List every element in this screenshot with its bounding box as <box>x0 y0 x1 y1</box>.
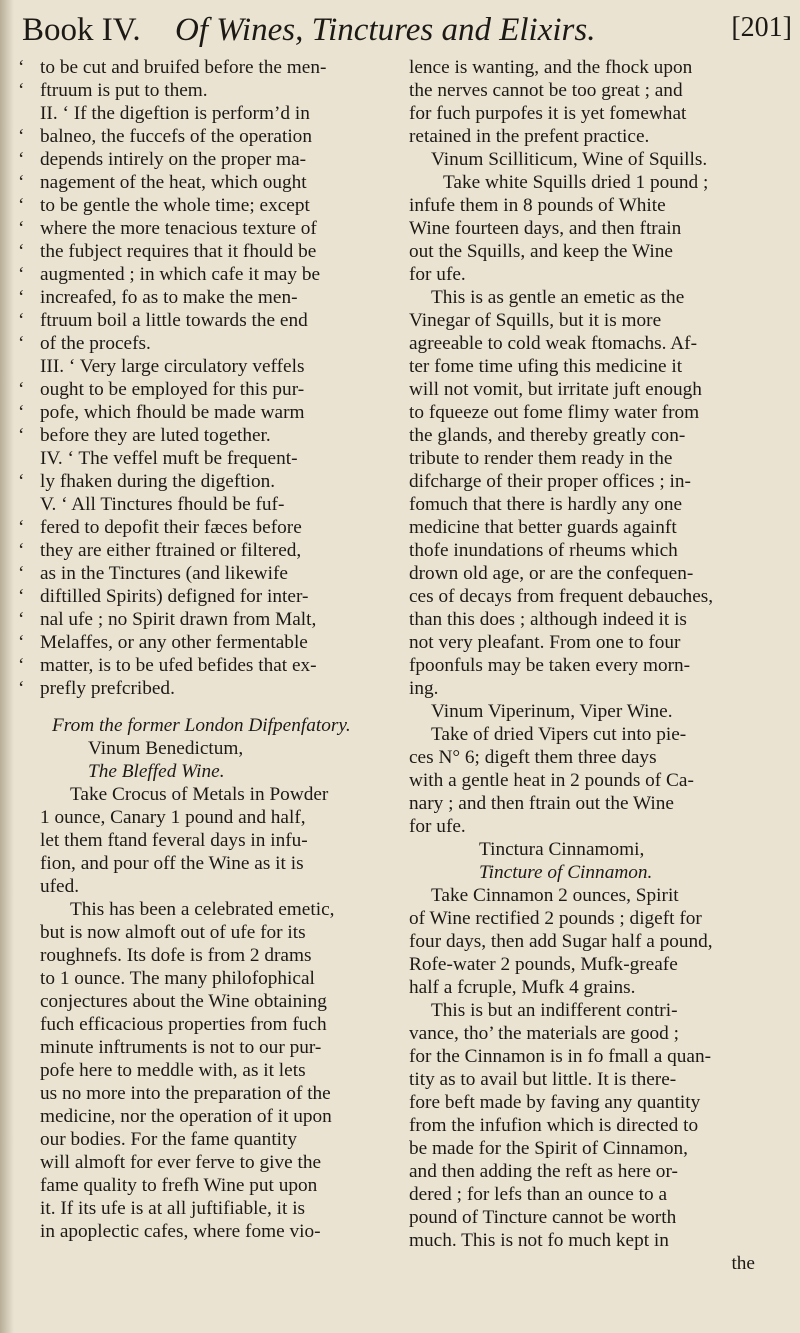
quote-mark: ‘ <box>18 425 25 446</box>
line-text: be made for the Spirit of Cinnamon, <box>409 1138 688 1159</box>
text-line <box>18 967 376 990</box>
text-line <box>409 1068 781 1091</box>
line-text: II. ‘ If the digeftion is perform’d in <box>40 103 310 124</box>
text-line <box>409 884 781 907</box>
line-text: us no more into the preparation of the <box>40 1083 331 1104</box>
line-text: augmented ; in which cafe it may be <box>40 264 321 285</box>
text-line <box>409 999 781 1022</box>
text-line <box>18 806 376 829</box>
quote-mark: ‘ <box>18 379 25 400</box>
text-line <box>409 79 781 102</box>
text-line <box>409 608 781 631</box>
line-text: much. This is not fo much kept in <box>409 1230 669 1251</box>
text-line <box>409 723 781 746</box>
text-line <box>18 714 376 737</box>
quote-mark: ‘ <box>18 218 25 239</box>
text-line <box>409 194 781 217</box>
line-text: not very pleafant. From one to four <box>409 632 681 653</box>
quote-mark: ‘ <box>18 586 25 607</box>
line-text: drown old age, or are the confequen- <box>409 563 694 584</box>
text-line <box>409 1045 781 1068</box>
line-text: nagement of the heat, which ought <box>40 172 307 193</box>
text-line <box>18 875 376 898</box>
line-text: with a gentle heat in 2 pounds of Ca- <box>409 770 694 791</box>
text-line <box>18 447 376 470</box>
line-text: increafed, fo as to make the men- <box>40 287 298 308</box>
text-line <box>18 240 376 263</box>
text-line <box>18 608 376 631</box>
text-line <box>18 378 376 401</box>
line-text: Take Cinnamon 2 ounces, Spirit <box>431 885 679 906</box>
text-line <box>409 240 781 263</box>
line-text: to fqueeze out fome flimy water from <box>409 402 700 423</box>
text-line <box>409 1137 781 1160</box>
line-text: ought to be employed for this pur- <box>40 379 305 400</box>
text-line <box>409 562 781 585</box>
line-text: medicine that better guards againft <box>409 517 677 538</box>
text-line <box>18 760 376 783</box>
line-text: difcharge of their proper offices ; in- <box>409 471 691 492</box>
text-line <box>18 654 376 677</box>
line-text: to 1 ounce. The many philofophical <box>40 968 315 989</box>
line-text: fpoonfuls may be taken every morn- <box>409 655 691 676</box>
text-line <box>18 585 376 608</box>
line-text: Vinum Benedictum, <box>88 738 244 759</box>
text-line <box>18 944 376 967</box>
text-line <box>409 654 781 677</box>
line-text: ftruum is put to them. <box>40 80 208 101</box>
quote-mark: ‘ <box>18 172 25 193</box>
line-text: to be gentle the whole time; except <box>40 195 310 216</box>
text-line <box>409 102 781 125</box>
text-line <box>18 493 376 516</box>
line-text: ing. <box>409 678 439 699</box>
quote-mark: ‘ <box>18 310 25 331</box>
line-text: agreeable to cold weak ftomachs. Af- <box>409 333 698 354</box>
line-text: minute inftruments is not to our pur- <box>40 1037 322 1058</box>
quote-mark: ‘ <box>18 287 25 308</box>
line-text: fame quality to frefh Wine put upon <box>40 1175 318 1196</box>
line-text: nal ufe ; no Spirit drawn from Malt, <box>40 609 317 630</box>
line-text: roughnefs. Its dofe is from 2 drams <box>40 945 312 966</box>
left-column <box>18 56 376 1243</box>
text-line <box>409 355 781 378</box>
page-number: [201] <box>731 12 792 43</box>
text-line <box>18 263 376 286</box>
text-line <box>18 1197 376 1220</box>
quote-mark: ‘ <box>18 402 25 423</box>
text-line <box>18 148 376 171</box>
text-line <box>409 1252 781 1275</box>
line-text: ufed. <box>40 876 80 897</box>
text-line <box>18 79 376 102</box>
line-text: The Bleffed Wine. <box>88 761 225 782</box>
text-line <box>409 148 781 171</box>
text-line <box>409 815 781 838</box>
line-text: the glands, and thereby greatly con- <box>409 425 686 446</box>
text-line <box>409 56 781 79</box>
line-text: Tinctura Cinnamomi, <box>479 839 645 860</box>
line-text: ter fome time ufing this medicine it <box>409 356 683 377</box>
line-text: of the procefs. <box>40 333 151 354</box>
text-line <box>409 585 781 608</box>
text-line <box>409 1206 781 1229</box>
line-text: the fubject requires that it fhould be <box>40 241 317 262</box>
line-text: for ufe. <box>409 816 466 837</box>
line-text: to be cut and bruifed before the men- <box>40 57 327 78</box>
quote-mark: ‘ <box>18 149 25 170</box>
line-text: thofe inundations of rheums which <box>409 540 678 561</box>
quote-mark: ‘ <box>18 609 25 630</box>
text-line <box>18 125 376 148</box>
text-line <box>409 447 781 470</box>
line-text: let them ftand feveral days in infu- <box>40 830 308 851</box>
text-line <box>409 976 781 999</box>
line-text: pofe, which fhould be made warm <box>40 402 305 423</box>
line-text: four days, then add Sugar half a pound, <box>409 931 713 952</box>
line-text: fuch efficacious properties from fuch <box>40 1014 327 1035</box>
quote-mark: ‘ <box>18 632 25 653</box>
line-text: Take white Squills dried 1 pound ; <box>443 172 709 193</box>
quote-mark: ‘ <box>18 264 25 285</box>
header-title: Of Wines, Tinctures and Elixirs. <box>175 12 596 48</box>
line-text: will almoft for ever ferve to give the <box>40 1152 322 1173</box>
text-line <box>409 309 781 332</box>
line-text: for fuch purpofes it is yet fomewhat <box>409 103 687 124</box>
binding-shadow <box>0 0 14 1333</box>
line-text: dered ; for lefs than an ounce to a <box>409 1184 668 1205</box>
text-line <box>18 737 376 760</box>
line-text: as in the Tinctures (and likewife <box>40 563 288 584</box>
quote-mark: ‘ <box>18 57 25 78</box>
line-text: for the Cinnamon is in fo fmall a quan- <box>409 1046 712 1067</box>
text-line <box>409 861 781 884</box>
line-text: Take of dried Vipers cut into pie- <box>431 724 687 745</box>
line-text: the nerves cannot be too great ; and <box>409 80 683 101</box>
line-text: ces N° 6; digeft them three days <box>409 747 657 768</box>
text-line <box>18 102 376 125</box>
line-text: from the infufion which is directed to <box>409 1115 699 1136</box>
text-line <box>409 263 781 286</box>
text-line <box>18 217 376 240</box>
line-text: pofe here to meddle with, as it lets <box>40 1060 306 1081</box>
line-text: tribute to render them ready in the <box>409 448 673 469</box>
line-text: ces of decays from frequent debauches, <box>409 586 714 607</box>
text-line <box>18 1082 376 1105</box>
line-text: the <box>731 1253 755 1274</box>
text-line <box>409 1114 781 1137</box>
line-text: vance, tho’ the materials are good ; <box>409 1023 680 1044</box>
line-text: balneo, the fuccefs of the operation <box>40 126 312 147</box>
line-text: diftilled Spirits) defigned for inter- <box>40 586 309 607</box>
text-line <box>409 769 781 792</box>
quote-mark: ‘ <box>18 655 25 676</box>
line-text: Vinum Scilliticum, Wine of Squills. <box>431 149 708 170</box>
quote-mark: ‘ <box>18 80 25 101</box>
line-text: Rofe-water 2 pounds, Mufk-greafe <box>409 954 678 975</box>
text-line <box>18 1036 376 1059</box>
line-text: retained in the prefent practice. <box>409 126 650 147</box>
line-text: than this does ; although indeed it is <box>409 609 687 630</box>
line-text: where the more tenacious texture of <box>40 218 317 239</box>
quote-mark: ‘ <box>18 678 25 699</box>
text-line <box>409 907 781 930</box>
text-line <box>18 921 376 944</box>
text-line <box>409 1160 781 1183</box>
line-text: before they are luted together. <box>40 425 271 446</box>
line-text: fered to depofit their fæces before <box>40 517 302 538</box>
text-line <box>409 332 781 355</box>
text-line <box>409 401 781 424</box>
line-text: but is now almoft out of ufe for its <box>40 922 306 943</box>
line-text: prefly prefcribed. <box>40 678 175 699</box>
line-text: ly fhaken during the digeftion. <box>40 471 276 492</box>
text-line <box>18 56 376 79</box>
text-line <box>18 194 376 217</box>
line-text: This is but an indifferent contri- <box>431 1000 678 1021</box>
text-line <box>18 1151 376 1174</box>
text-line <box>409 631 781 654</box>
text-line <box>18 539 376 562</box>
line-text: tity as to avail but little. It is there- <box>409 1069 677 1090</box>
quote-mark: ‘ <box>18 563 25 584</box>
running-header <box>22 8 792 54</box>
quote-mark: ‘ <box>18 540 25 561</box>
text-line <box>18 1220 376 1243</box>
line-text: IV. ‘ The veffel muft be frequent- <box>40 448 298 469</box>
line-text: they are either ftrained or filtered, <box>40 540 302 561</box>
text-line <box>18 783 376 806</box>
line-text: and then adding the reft as here or- <box>409 1161 678 1182</box>
text-line <box>18 562 376 585</box>
text-line <box>409 125 781 148</box>
quote-mark: ‘ <box>18 517 25 538</box>
line-text: III. ‘ Very large circulatory veffels <box>40 356 305 377</box>
line-text: fion, and pour off the Wine as it is <box>40 853 304 874</box>
text-line <box>409 217 781 240</box>
line-text: for ufe. <box>409 264 466 285</box>
line-text: Take Crocus of Metals in Powder <box>70 784 329 805</box>
text-line <box>18 401 376 424</box>
line-text: matter, is to be ufed befides that ex- <box>40 655 317 676</box>
line-text: ftruum boil a little towards the end <box>40 310 308 331</box>
line-text: fomuch that there is hardly any one <box>409 494 683 515</box>
line-text: depends intirely on the proper ma- <box>40 149 307 170</box>
text-line <box>409 539 781 562</box>
text-line <box>409 792 781 815</box>
text-line <box>409 700 781 723</box>
line-text: our bodies. For the fame quantity <box>40 1129 298 1150</box>
line-text: Vinum Viperinum, Viper Wine. <box>431 701 673 722</box>
text-line <box>409 953 781 976</box>
quote-mark: ‘ <box>18 195 25 216</box>
line-text: Vinegar of Squills, but it is more <box>409 310 662 331</box>
text-line <box>409 1229 781 1252</box>
quote-mark: ‘ <box>18 333 25 354</box>
text-line <box>18 677 376 700</box>
text-line <box>18 286 376 309</box>
text-line <box>18 990 376 1013</box>
text-line <box>409 838 781 861</box>
text-line <box>409 516 781 539</box>
line-text: nary ; and then ftrain out the Wine <box>409 793 674 814</box>
text-line <box>18 1105 376 1128</box>
line-text: pound of Tincture cannot be worth <box>409 1207 677 1228</box>
line-text: Tincture of Cinnamon. <box>479 862 653 883</box>
line-text: lence is wanting, and the fhock upon <box>409 57 693 78</box>
line-text: Melaffes, or any other fermentable <box>40 632 308 653</box>
text-line <box>18 631 376 654</box>
text-line <box>409 930 781 953</box>
text-line <box>18 309 376 332</box>
text-line <box>409 171 781 194</box>
line-text: fore beft made by faving any quantity <box>409 1092 701 1113</box>
line-text: in apoplectic cafes, where fome vio- <box>40 1221 321 1242</box>
header-book: Book IV. <box>22 12 141 48</box>
line-text: half a fcruple, Mufk 4 grains. <box>409 977 636 998</box>
line-text: Wine fourteen days, and then ftrain <box>409 218 682 239</box>
line-text: 1 ounce, Canary 1 pound and half, <box>40 807 306 828</box>
line-text: out the Squills, and keep the Wine <box>409 241 673 262</box>
text-line <box>409 378 781 401</box>
text-line <box>409 286 781 309</box>
line-text: infufe them in 8 pounds of White <box>409 195 666 216</box>
line-text: will not vomit, but irritate juft enough <box>409 379 702 400</box>
text-line <box>18 829 376 852</box>
text-line <box>18 898 376 921</box>
line-text: it. If its ufe is at all juftifiable, it is <box>40 1198 306 1219</box>
line-text: V. ‘ All Tinctures fhould be fuf- <box>40 494 285 515</box>
line-text: conjectures about the Wine obtaining <box>40 991 327 1012</box>
text-line <box>18 700 376 714</box>
text-line <box>18 1128 376 1151</box>
text-line <box>409 1183 781 1206</box>
line-text: This has been a celebrated emetic, <box>70 899 335 920</box>
text-line <box>18 1059 376 1082</box>
text-line <box>18 470 376 493</box>
text-line <box>409 493 781 516</box>
line-text: From the former London Difpenfatory. <box>52 715 351 736</box>
text-line <box>18 332 376 355</box>
text-line <box>18 852 376 875</box>
text-line <box>409 1091 781 1114</box>
line-text: This is as gentle an emetic as the <box>431 287 685 308</box>
quote-mark: ‘ <box>18 126 25 147</box>
text-line <box>409 424 781 447</box>
quote-mark: ‘ <box>18 471 25 492</box>
text-line <box>409 470 781 493</box>
text-line <box>409 677 781 700</box>
text-line <box>409 1022 781 1045</box>
text-line <box>18 424 376 447</box>
text-line <box>18 1174 376 1197</box>
line-text: of Wine rectified 2 pounds ; digeft for <box>409 908 702 929</box>
line-text: medicine, nor the operation of it upon <box>40 1106 332 1127</box>
text-line <box>18 171 376 194</box>
text-line <box>18 1013 376 1036</box>
text-line <box>409 746 781 769</box>
text-line <box>18 355 376 378</box>
right-column <box>409 56 781 1275</box>
text-line <box>18 516 376 539</box>
quote-mark: ‘ <box>18 241 25 262</box>
